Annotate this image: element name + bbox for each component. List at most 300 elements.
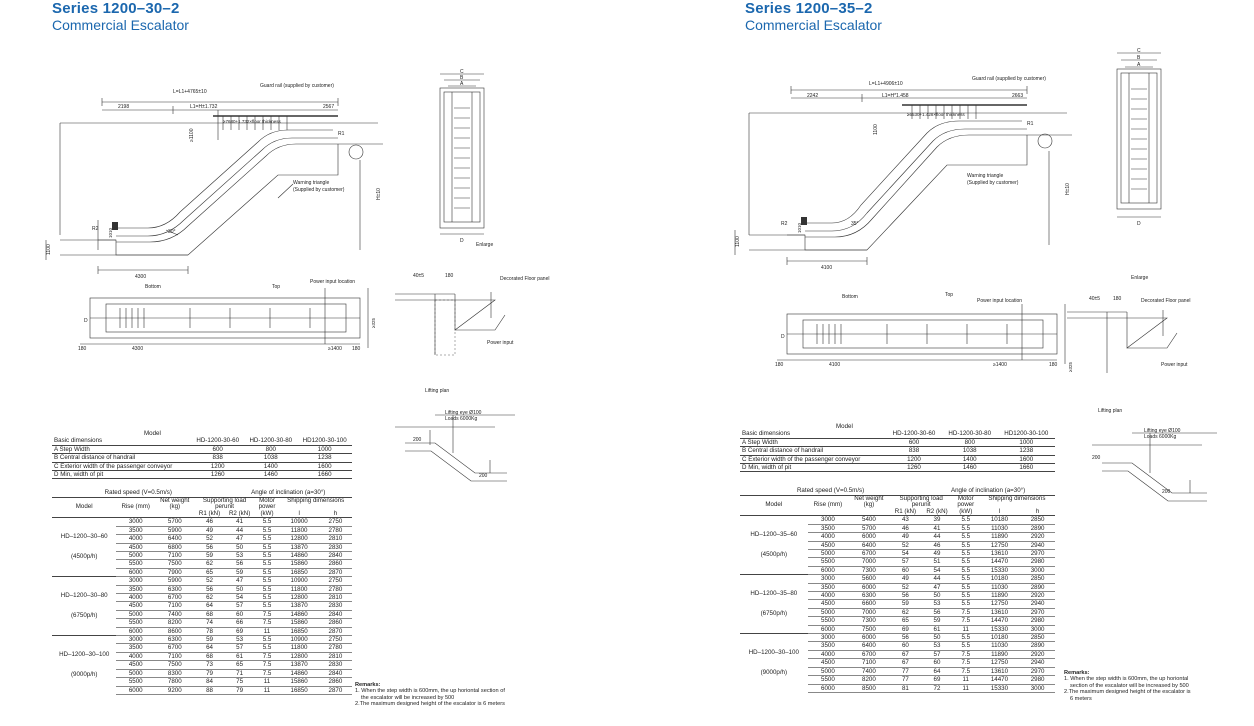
cell: 4500 [116, 661, 155, 669]
remark-line-3: 2.The maximum designed height of the escalator is 6 meters [355, 701, 505, 708]
cell: 5.5 [255, 568, 280, 576]
cell: 16850 [279, 627, 318, 635]
cell: 50 [225, 543, 255, 551]
cell: 1260 [191, 471, 244, 479]
end-dim: 180 [78, 346, 87, 352]
cell: 7.5 [953, 667, 979, 675]
r1-header: R1 (kN) [894, 507, 917, 515]
cell: 6000 [848, 634, 889, 642]
net-weight-unit: (kg) [169, 503, 181, 511]
cell: 7500 [155, 661, 194, 669]
model-name: HD–1200–30–100 [59, 651, 110, 659]
cell: 1000 [998, 438, 1055, 446]
remark-line-3: 2.The maximum designed height of the escalator is [1064, 689, 1191, 696]
loads-label: Loads 6000Kg [1144, 434, 1177, 440]
enlarge-180-dim: 180 [445, 273, 454, 279]
cell: 5400 [848, 516, 889, 524]
escalator-plan-view [70, 278, 390, 358]
cell: 11 [255, 686, 280, 694]
cell: 60 [921, 659, 953, 667]
cell: 8200 [848, 676, 889, 684]
angle-label: 30° [168, 229, 176, 235]
cell: 2780 [319, 585, 352, 593]
cell: 47 [225, 535, 255, 543]
cell: 79 [225, 686, 255, 694]
cell: 49 [890, 533, 922, 541]
cell: 2830 [319, 602, 352, 610]
cell: 14470 [979, 676, 1020, 684]
end-dim-2: 180 [1049, 362, 1058, 368]
cell: 1660 [998, 464, 1055, 472]
cell: 14470 [979, 617, 1020, 625]
plan-side-d: D [84, 318, 88, 324]
cell: 10900 [279, 518, 318, 526]
model-group-cell [740, 634, 808, 693]
cell: 7.5 [953, 650, 979, 658]
cell: 50 [921, 634, 953, 642]
row-label: A Step Width [52, 445, 191, 453]
cell: 2980 [1020, 558, 1055, 566]
table-row [52, 518, 352, 526]
cell: 64 [195, 602, 225, 610]
model-group-cell [52, 636, 116, 695]
cell: 62 [890, 608, 922, 616]
cell: 11 [953, 625, 979, 633]
cell: 6000 [116, 686, 155, 694]
cell: 6000 [808, 625, 849, 633]
side-d-label: D [460, 238, 464, 244]
cell: 7400 [155, 610, 194, 618]
model-group-cell [740, 575, 808, 634]
left-dim: 2242 [807, 93, 819, 99]
cell: 12800 [279, 652, 318, 660]
row-label: B Central distance of handrail [52, 454, 191, 462]
cell: 72 [921, 684, 953, 692]
angle-label: 35° [851, 221, 859, 227]
cell: 11 [953, 684, 979, 692]
escalator-side-drawing [727, 75, 1087, 275]
cell: 7900 [155, 568, 194, 576]
cell: 4500 [808, 541, 849, 549]
side-c-label: C [1137, 48, 1141, 54]
cell: 16850 [279, 686, 318, 694]
rated-spec-table [52, 490, 352, 695]
cell: 53 [225, 636, 255, 644]
decorated-panel-label: Decorated Floor panel [1141, 298, 1191, 304]
height-dim: H±10 [376, 188, 382, 200]
cell: 7000 [848, 558, 889, 566]
d325-dim: ≥325 [1068, 362, 1073, 372]
cell: 46 [195, 518, 225, 526]
cell: 7.5 [953, 659, 979, 667]
side-b-label: B [1137, 55, 1141, 61]
cell: 53 [225, 552, 255, 560]
cell: 1038 [244, 454, 297, 462]
handrail-dim: ≥7680+1.732×floor thickness [223, 119, 281, 124]
model-col-3: HD1200-30-100 [297, 437, 352, 445]
cell: 7.5 [953, 617, 979, 625]
cell: 6000 [848, 583, 889, 591]
cell: 68 [195, 610, 225, 618]
min-dim: ≥1400 [328, 346, 342, 352]
cell: 52 [195, 535, 225, 543]
cell: 62 [195, 560, 225, 568]
cell: 1460 [942, 464, 998, 472]
cell: 15860 [279, 619, 318, 627]
model-capacity: (6750p/h) [70, 612, 98, 620]
cell: 46 [890, 524, 922, 532]
remarks [1064, 670, 1244, 702]
model-name: HD–1200–30–100 [748, 649, 799, 657]
side-c-label: C [460, 69, 464, 75]
cell: 5.5 [255, 594, 280, 602]
cell: 5.5 [953, 642, 979, 650]
cell: 800 [244, 445, 297, 453]
cell: 52 [890, 583, 922, 591]
cell: 6300 [155, 585, 194, 593]
cell: 7.5 [953, 608, 979, 616]
basic-dim-label: Basic dimensions [740, 430, 886, 438]
shipping-header: Shipping dimensions [287, 496, 345, 504]
cell: 49 [195, 526, 225, 534]
cell: 59 [921, 617, 953, 625]
cell: 56 [890, 634, 922, 642]
cell: 838 [886, 447, 942, 455]
basic-dimensions-table [52, 430, 352, 479]
cell: 3500 [116, 585, 155, 593]
bottom-label: Bottom [842, 294, 858, 300]
angle-label: Angle of inclination (a=30°) [950, 487, 1026, 494]
plan-length-dim: 4100 [829, 362, 841, 368]
cell: 44 [921, 533, 953, 541]
cell: 11030 [979, 524, 1020, 532]
cell: 65 [890, 617, 922, 625]
cell: 64 [195, 644, 225, 652]
remark-line-2: section of the escalator will be increased by 500 [1070, 682, 1189, 689]
rise-header: Rise (mm) [813, 501, 843, 509]
cell: 52 [195, 577, 225, 585]
cell: 11 [953, 676, 979, 684]
cell: 15860 [279, 560, 318, 568]
cell: 65 [195, 568, 225, 576]
bottom-length-dim: 4100 [821, 265, 833, 271]
cell: 2920 [1020, 592, 1055, 600]
top-label: Top [272, 284, 281, 290]
support-header: Supporting load [899, 494, 943, 502]
cell: 14470 [979, 558, 1020, 566]
enlarge-180-dim: 180 [1113, 296, 1122, 302]
cell: 7100 [848, 659, 889, 667]
cell: 15330 [979, 566, 1020, 574]
rise-header: Rise (mm) [121, 503, 150, 511]
cell: 59 [195, 636, 225, 644]
remark-line-1: 1. When the step width is 600mm, the up horiontal section of [355, 688, 505, 695]
bottom-length-dim: 4300 [135, 274, 147, 280]
right-dim: 2663 [1012, 93, 1024, 99]
cell: 11800 [279, 526, 318, 534]
cell: 2830 [319, 661, 352, 669]
cell: 44 [225, 526, 255, 534]
cell: 3000 [116, 577, 155, 585]
lift-200-dim-2: 200 [1162, 489, 1171, 495]
cell: 41 [921, 524, 953, 532]
cell: 6600 [848, 600, 889, 608]
model-capacity: (4500p/h) [760, 551, 788, 559]
model-header: Model [75, 503, 93, 511]
cell: 8200 [155, 619, 194, 627]
cell: 60 [890, 642, 922, 650]
power-input-label: Power input [487, 340, 514, 346]
cell: 5.5 [255, 535, 280, 543]
cell: 12750 [979, 659, 1020, 667]
cell: 66 [225, 619, 255, 627]
cell: 5.5 [255, 518, 280, 526]
right-dim: 2567 [323, 104, 335, 110]
cell: 11 [255, 678, 280, 686]
cell: 2860 [319, 560, 352, 568]
model-header: Model [765, 501, 783, 509]
lift-200-dim: 200 [413, 437, 422, 443]
cell: 5700 [155, 518, 194, 526]
cell: 838 [191, 454, 244, 462]
cell: 5.5 [255, 560, 280, 568]
escalator-front-section [1107, 45, 1177, 281]
cell: 2750 [319, 577, 352, 585]
cell: 78 [195, 627, 225, 635]
cell: 2810 [319, 594, 352, 602]
cell: 13610 [979, 550, 1020, 558]
model-capacity: (4500p/h) [70, 553, 98, 561]
handrail-dim: ≥6530+1.428×floor thickness [907, 112, 965, 117]
cell: 65 [225, 661, 255, 669]
cell: 2860 [319, 678, 352, 686]
cell: 2850 [1020, 575, 1055, 583]
model-col-1: HD-1200-30-60 [886, 430, 942, 438]
cell: 60 [225, 610, 255, 618]
cell: 5.5 [953, 575, 979, 583]
cell: 12750 [979, 541, 1020, 549]
cell: 64 [921, 667, 953, 675]
cell: 59 [225, 568, 255, 576]
remark-line-1: 1. When the step width is 600mm, the up horiontal [1064, 676, 1189, 683]
cell: 7500 [848, 625, 889, 633]
lifting-plan [1092, 405, 1222, 510]
cell: 4000 [116, 652, 155, 660]
cell: 2840 [319, 552, 352, 560]
l1-dim: L1=H*1.458 [882, 93, 909, 99]
cell: 2840 [319, 610, 352, 618]
cell: 2890 [1020, 583, 1055, 591]
cell: 2850 [1020, 516, 1055, 524]
cell: 3000 [1020, 625, 1055, 633]
lift-200-dim-2: 200 [479, 473, 488, 479]
escalator-side-drawing [38, 80, 398, 280]
guard-rail-label: Guard rail (supplied by customer) [972, 76, 1046, 82]
remark-line-4: 6 meters [1070, 695, 1092, 702]
cell: 11 [255, 627, 280, 635]
rated-spec-table [740, 488, 1055, 693]
cell: 13610 [979, 667, 1020, 675]
cell: 3500 [116, 526, 155, 534]
model-col-2: HD-1200-30-80 [244, 437, 297, 445]
cell: 4500 [808, 659, 849, 667]
cell: 5500 [116, 619, 155, 627]
cell: 2870 [319, 686, 352, 694]
cell: 3500 [808, 642, 849, 650]
cell: 5.5 [953, 541, 979, 549]
cell: 12750 [979, 600, 1020, 608]
cell: 5.5 [953, 533, 979, 541]
cell: 3500 [808, 583, 849, 591]
table-row [740, 516, 1055, 524]
min-dim: ≥1400 [993, 362, 1007, 368]
cell: 4500 [116, 543, 155, 551]
cell: 2860 [319, 619, 352, 627]
cell: 5900 [155, 526, 194, 534]
model-col-label: Model [144, 430, 161, 437]
cell: 39 [921, 516, 953, 524]
cell: 6700 [155, 594, 194, 602]
total-length-dim: L=L1+4765±10 [173, 89, 207, 95]
ship-l-header: l [298, 509, 300, 517]
cell: 11800 [279, 585, 318, 593]
model-group-cell [52, 518, 116, 577]
cell: 44 [921, 575, 953, 583]
cell: 5.5 [255, 552, 280, 560]
cell: 67 [890, 650, 922, 658]
cell: 5000 [116, 669, 155, 677]
model-group-cell [740, 516, 808, 575]
motor-unit: (kW) [959, 507, 973, 515]
cell: 52 [890, 541, 922, 549]
page-series-1200-35-2 [627, 0, 1254, 726]
cell: 8300 [155, 669, 194, 677]
cell: 9200 [155, 686, 194, 694]
cell: 6700 [848, 650, 889, 658]
cell: 47 [225, 577, 255, 585]
r2-label: R2 [781, 221, 788, 227]
pit-depth-dim: 1100 [46, 244, 52, 255]
cell: 2940 [1020, 659, 1055, 667]
cell: 7.5 [255, 610, 280, 618]
cell: 1000 [297, 445, 352, 453]
ship-h-header: h [333, 509, 338, 517]
basic-dimensions-table [740, 423, 1055, 472]
cell: 12800 [279, 535, 318, 543]
cell: 6300 [848, 592, 889, 600]
cell: 6700 [155, 644, 194, 652]
step-height-dim: 1100 [873, 124, 879, 135]
l1-dim: L1=H±1.732 [190, 104, 218, 110]
cell: 5500 [116, 560, 155, 568]
cell: 5.5 [255, 644, 280, 652]
cell: 56 [890, 592, 922, 600]
series-subtitle: Commercial Escalator [745, 17, 882, 33]
cell: 60 [890, 566, 922, 574]
cell: 56 [921, 608, 953, 616]
table-row [740, 575, 1055, 583]
model-group-cell [52, 577, 116, 636]
cell: 6400 [848, 642, 889, 650]
remarks-title: Remarks: [1064, 670, 1090, 676]
r2-header: R2 (kN) [926, 507, 948, 515]
cell: 5.5 [953, 566, 979, 574]
cell: 69 [225, 627, 255, 635]
cell: 15860 [279, 678, 318, 686]
remarks-title: Remarks: [355, 682, 381, 688]
power-location-label: Power input location [310, 279, 356, 285]
cell: 5000 [808, 608, 849, 616]
cell: 6000 [116, 627, 155, 635]
pit-depth-dim-2: 1010 [108, 227, 113, 238]
cell: 3000 [116, 636, 155, 644]
cell: 11890 [979, 592, 1020, 600]
rated-speed-label: Rated speed (V=0.5m/s) [104, 489, 172, 496]
warning-label: Warning triangle [293, 180, 330, 186]
enlarge-detail [1067, 288, 1207, 378]
support-sub: perunit [215, 503, 235, 511]
cell: 3000 [808, 516, 849, 524]
lifting-plan-title: Lifting plan [1098, 408, 1123, 414]
cell: 49 [921, 550, 953, 558]
model-name: HD–1200–35–80 [750, 590, 798, 598]
cell: 13870 [279, 543, 318, 551]
cell: 5000 [116, 610, 155, 618]
motor-unit: (kW) [260, 509, 274, 517]
model-col-1: HD-1200-30-60 [191, 437, 244, 445]
step-height-dim: ≥1100 [189, 128, 195, 142]
row-label: C Exterior width of the passenger conveyor [52, 462, 191, 470]
cell: 5.5 [255, 526, 280, 534]
model-name: HD–1200–30–60 [60, 533, 108, 541]
angle-label: Angle of inclination (a=30°) [251, 489, 326, 496]
lifting-plan [395, 385, 525, 490]
cell: 1038 [942, 447, 998, 455]
cell: 5.5 [255, 577, 280, 585]
plan-side-d: D [781, 334, 785, 340]
cell: 6700 [848, 550, 889, 558]
ship-l-header: l [998, 507, 1001, 515]
motor-sub: power [957, 501, 975, 509]
lift-eye-label: Lifting eye Ø100 [445, 410, 482, 416]
cell: 3000 [116, 518, 155, 526]
table-row [52, 636, 352, 644]
cell: 10180 [979, 575, 1020, 583]
cell: 7100 [155, 552, 194, 560]
cell: 59 [195, 552, 225, 560]
enlarge-label: Enlarge [1131, 275, 1149, 281]
cell: 73 [195, 661, 225, 669]
cell: 50 [225, 585, 255, 593]
cell: 13870 [279, 661, 318, 669]
cell: 11030 [979, 583, 1020, 591]
r2-header: R2 (kN) [228, 509, 251, 517]
escalator-plan-view [767, 290, 1087, 375]
cell: 7100 [155, 652, 194, 660]
motor-header: Motor [957, 494, 974, 502]
cell: 5500 [116, 678, 155, 686]
bottom-label: Bottom [145, 284, 161, 290]
cell: 2850 [1020, 634, 1055, 642]
cell: 5.5 [953, 558, 979, 566]
cell: 5.5 [255, 585, 280, 593]
cell: 57 [225, 644, 255, 652]
cell: 4000 [116, 535, 155, 543]
cell: 4500 [116, 602, 155, 610]
d325-dim: ≥325 [371, 318, 376, 328]
cell: 53 [921, 642, 953, 650]
series-title: Series 1200–35–2 [745, 0, 873, 17]
